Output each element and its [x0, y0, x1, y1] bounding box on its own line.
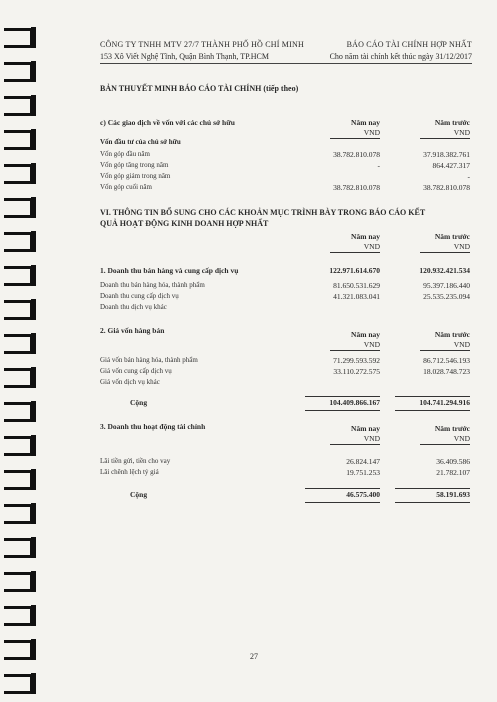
binding-ring	[4, 572, 33, 592]
header-divider	[100, 63, 472, 64]
binding-ring	[4, 470, 33, 490]
revenue-heading: 1. Doanh thu bán hàng và cung cấp dịch vụ	[100, 266, 239, 275]
total-rule	[305, 410, 380, 411]
col-current-header: Năm nay	[351, 118, 380, 127]
col-previous-header: Năm trước	[434, 118, 470, 127]
value-previous: 37.918.382.761	[423, 150, 470, 159]
section-vi-title: VI. THÔNG TIN BỔ SUNG CHO CÁC KHOẢN MỤC TRÌNH BÀY TRONG BÁO CÁO KẾT	[100, 208, 426, 217]
col-previous-header: Năm trước	[434, 330, 470, 339]
report-title: BÁO CÁO TÀI CHÍNH HỢP NHẤT	[346, 40, 472, 49]
line-item-label: Doanh thu cung cấp dịch vụ	[100, 292, 179, 300]
value-previous: 36.409.586	[436, 457, 470, 466]
company-name: CÔNG TY TNHH MTV 27/7 THÀNH PHỐ HỒ CHÍ MINH	[100, 40, 304, 49]
line-item-label: Giá vốn cung cấp dịch vụ	[100, 367, 172, 375]
line-item-label: Doanh thu dịch vụ khác	[100, 303, 167, 311]
value-current: 33.110.272.575	[333, 367, 380, 376]
column-rule	[330, 138, 380, 139]
column-rule	[330, 444, 380, 445]
col-unit: VND	[453, 340, 470, 349]
value-current: 81.650.531.629	[333, 281, 380, 290]
total-rule	[305, 396, 380, 397]
col-previous-header: Năm trước	[434, 232, 470, 241]
equity-heading: c) Các giao dịch về vốn với các chủ sở hữu	[100, 118, 235, 127]
col-previous-header: Năm trước	[434, 424, 470, 433]
value-current: 38.782.810.078	[333, 183, 380, 192]
col-unit: VND	[363, 434, 380, 443]
binding-ring	[4, 28, 33, 48]
value-previous: 25.535.235.094	[423, 292, 470, 301]
value-previous: 95.397.186.440	[423, 281, 470, 290]
binding-ring	[4, 640, 33, 660]
binding-ring	[4, 96, 33, 116]
value-previous: 18.028.748.723	[423, 367, 470, 376]
column-rule	[420, 444, 470, 445]
col-unit: VND	[453, 434, 470, 443]
spiral-binding	[0, 0, 40, 702]
col-unit: VND	[453, 242, 470, 251]
total-rule	[395, 410, 470, 411]
col-unit: VND	[363, 242, 380, 251]
document-page	[100, 0, 480, 702]
financial-income-total-label: Cộng	[130, 490, 148, 499]
financial-income-total-current: 46.575.400	[346, 490, 380, 499]
column-rule	[330, 252, 380, 253]
financial-income-heading: 3. Doanh thu hoạt động tài chính	[100, 422, 206, 431]
revenue-total-current: 122.971.614.670	[329, 266, 380, 275]
total-rule	[305, 488, 380, 489]
line-item-label: Vốn góp cuối năm	[100, 183, 152, 191]
value-current: 19.751.253	[346, 468, 380, 477]
binding-ring	[4, 674, 33, 694]
binding-ring	[4, 334, 33, 354]
binding-ring	[4, 232, 33, 252]
binding-ring	[4, 402, 33, 422]
value-current: -	[377, 161, 380, 170]
total-rule	[395, 488, 470, 489]
binding-ring	[4, 606, 33, 626]
binding-ring	[4, 436, 33, 456]
line-item-label: Giá vốn bán hàng hóa, thành phẩm	[100, 356, 198, 364]
col-current-header: Năm nay	[351, 330, 380, 339]
report-period: Cho năm tài chính kết thúc ngày 31/12/2017	[329, 52, 472, 61]
equity-subheading: Vốn đầu tư của chủ sở hữu	[100, 138, 181, 146]
line-item-label: Vốn góp tăng trong năm	[100, 161, 169, 169]
col-unit: VND	[363, 128, 380, 137]
binding-ring	[4, 266, 33, 286]
total-rule	[305, 502, 380, 503]
binding-ring	[4, 164, 33, 184]
page-title: BẢN THUYẾT MINH BÁO CÁO TÀI CHÍNH (tiếp theo)	[100, 84, 299, 93]
binding-ring	[4, 368, 33, 388]
cogs-total-current: 104.409.866.167	[329, 398, 380, 407]
column-rule	[420, 138, 470, 139]
value-previous: 38.782.810.078	[423, 183, 470, 192]
binding-ring	[4, 504, 33, 524]
value-previous: 21.782.107	[436, 468, 470, 477]
financial-income-total-previous: 58.191.693	[436, 490, 470, 499]
binding-ring	[4, 198, 33, 218]
value-current: 38.782.810.078	[333, 150, 380, 159]
line-item-label: Doanh thu bán hàng hóa, thành phẩm	[100, 281, 205, 289]
col-current-header: Năm nay	[351, 232, 380, 241]
line-item-label: Lãi tiền gửi, tiền cho vay	[100, 457, 171, 465]
value-previous: 86.712.546.193	[423, 356, 470, 365]
total-rule	[395, 502, 470, 503]
col-unit: VND	[363, 340, 380, 349]
value-current: 41.321.083.041	[333, 292, 380, 301]
value-current: 71.299.593.592	[333, 356, 380, 365]
col-unit: VND	[453, 128, 470, 137]
cogs-total-previous: 104.741.294.916	[419, 398, 470, 407]
col-current-header: Năm nay	[351, 424, 380, 433]
line-item-label: Giá vốn dịch vụ khác	[100, 378, 160, 386]
line-item-label: Vốn góp đầu năm	[100, 150, 150, 158]
page-number: 27	[250, 652, 258, 661]
company-address: 153 Xô Viết Nghệ Tĩnh, Quận Bình Thạnh, TP.HCM	[100, 52, 269, 61]
value-current: 26.824.147	[346, 457, 380, 466]
value-previous: 864.427.317	[432, 161, 470, 170]
line-item-label: Vốn góp giảm trong năm	[100, 172, 171, 180]
value-previous: -	[467, 172, 470, 181]
column-rule	[330, 350, 380, 351]
line-item-label: Lãi chênh lệch tỷ giá	[100, 468, 159, 476]
binding-ring	[4, 130, 33, 150]
column-rule	[420, 350, 470, 351]
section-vi-title-cont: QUẢ HOẠT ĐỘNG KINH DOANH HỢP NHẤT	[100, 219, 269, 228]
binding-ring	[4, 538, 33, 558]
cogs-total-label: Cộng	[130, 398, 148, 407]
total-rule	[395, 396, 470, 397]
binding-ring	[4, 300, 33, 320]
revenue-total-previous: 120.932.421.534	[419, 266, 470, 275]
cogs-heading: 2. Giá vốn hàng bán	[100, 326, 165, 335]
column-rule	[420, 252, 470, 253]
binding-ring	[4, 62, 33, 82]
